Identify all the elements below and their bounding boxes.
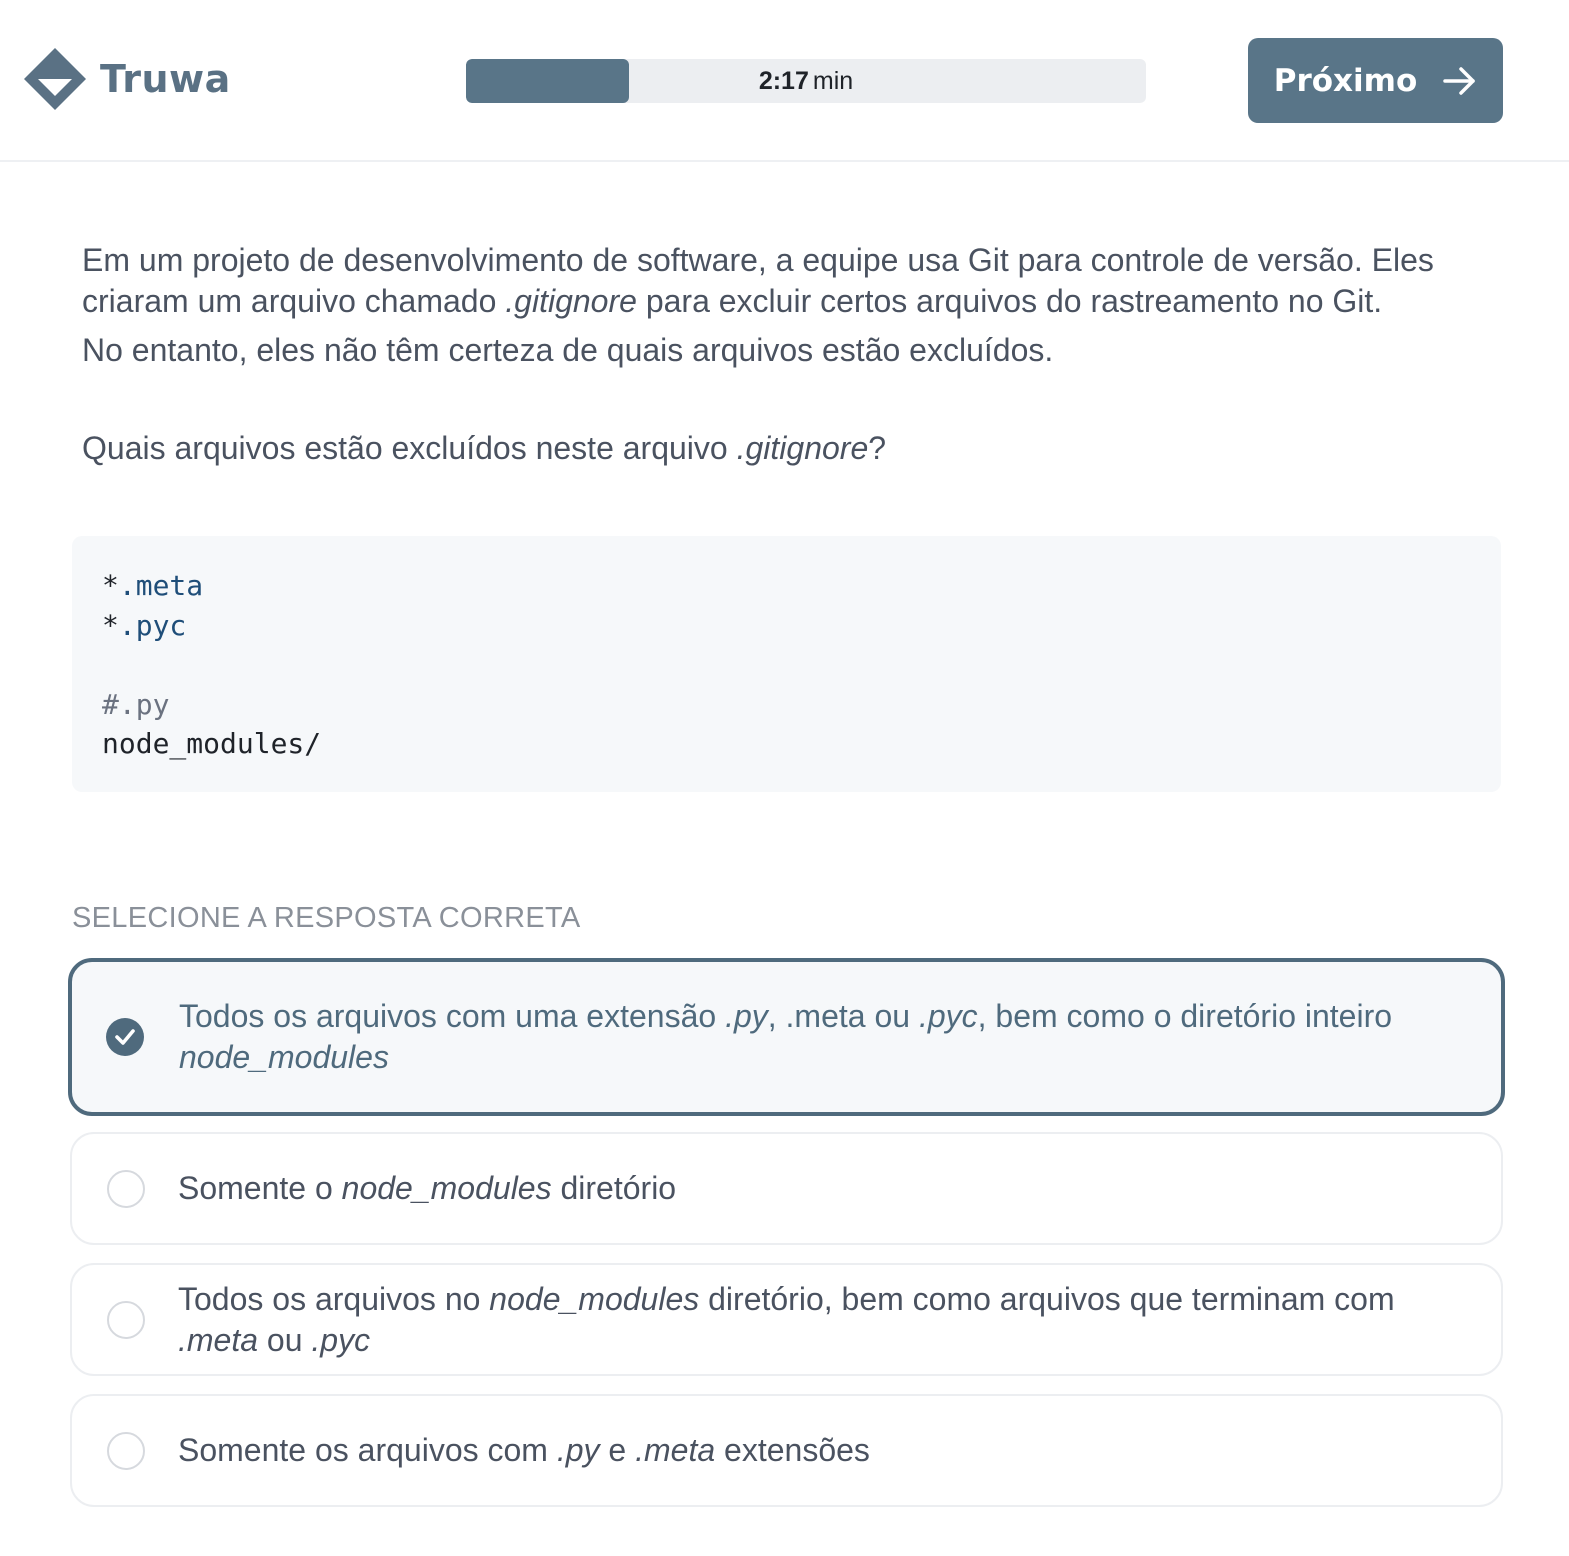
radio-checked-icon[interactable] bbox=[106, 1018, 144, 1056]
text-run: diretório bbox=[551, 1170, 677, 1206]
text-run: , .meta ou bbox=[767, 998, 919, 1034]
text-run: , bem como o diretório inteiro bbox=[977, 998, 1393, 1034]
text-run: para excluir certos arquivos do rastreamento no Git. bbox=[636, 283, 1383, 319]
italic-term: .pyc bbox=[918, 998, 978, 1034]
timer-progress-bar bbox=[466, 59, 1146, 103]
italic-term: node_modules bbox=[489, 1280, 700, 1317]
question-prompt bbox=[82, 428, 1482, 469]
code-line bbox=[102, 645, 1471, 685]
answer-option-2[interactable] bbox=[70, 1132, 1503, 1245]
code-line bbox=[102, 566, 1471, 606]
text-run: diretório, bem como arquivos que terminam com bbox=[699, 1280, 1395, 1317]
text-run: Quais arquivos estão excluídos neste arquivo bbox=[82, 430, 737, 466]
code-line bbox=[102, 606, 1471, 646]
code-text: node_modules/ bbox=[102, 727, 322, 760]
italic-term: .py bbox=[725, 998, 768, 1034]
logo-text: Truwa bbox=[100, 57, 231, 101]
text-run: Somente o bbox=[178, 1170, 342, 1206]
answer-option-text bbox=[178, 1279, 1471, 1361]
code-comment-line bbox=[102, 685, 1471, 725]
italic-term: .pyc bbox=[311, 1321, 371, 1358]
answer-option-text bbox=[179, 996, 1471, 1078]
question-text bbox=[82, 240, 1482, 469]
timer-time: 2:17 bbox=[758, 66, 809, 95]
code-text: .meta bbox=[118, 569, 204, 602]
code-block bbox=[72, 536, 1501, 792]
italic-term: node_modules bbox=[341, 1170, 552, 1206]
answer-option-text bbox=[178, 1430, 1471, 1471]
next-button[interactable] bbox=[1248, 38, 1503, 123]
question-paragraph-2: No entanto, eles não têm certeza de quais arquivos estão excluídos. bbox=[82, 332, 1054, 368]
text-run: Somente os arquivos com bbox=[178, 1432, 557, 1468]
text-run: Todos os arquivos no bbox=[178, 1280, 490, 1317]
text-run: ? bbox=[868, 430, 887, 466]
answer-option-3[interactable] bbox=[70, 1263, 1503, 1376]
next-button-label: Próximo bbox=[1273, 62, 1418, 99]
question-paragraph-1 bbox=[82, 240, 1482, 322]
italic-term: .py bbox=[556, 1432, 600, 1468]
text-run: ou bbox=[258, 1321, 312, 1358]
text-run: Em um projeto de desenvolvimento de software, a equipe usa Git para controle de versão. Eles criaram um arquivo chamado bbox=[82, 242, 1434, 319]
text-run: Todos os arquivos com uma extensão bbox=[179, 998, 726, 1034]
italic-term: .meta bbox=[635, 1432, 716, 1468]
answer-option-1[interactable] bbox=[68, 958, 1505, 1116]
code-text: .pyc bbox=[118, 608, 187, 642]
code-wildcard: * bbox=[102, 569, 119, 602]
code-line bbox=[102, 724, 1471, 764]
logo-diamond-icon bbox=[22, 46, 88, 112]
arrow-right-icon bbox=[1443, 66, 1477, 96]
radio-unchecked-icon[interactable] bbox=[107, 1170, 145, 1208]
answer-option-text bbox=[178, 1168, 1471, 1209]
radio-unchecked-icon[interactable] bbox=[107, 1301, 145, 1339]
text-run: e bbox=[599, 1432, 636, 1468]
code-text: #.py bbox=[102, 687, 170, 721]
radio-unchecked-icon[interactable] bbox=[107, 1432, 145, 1470]
top-bar bbox=[0, 0, 1569, 162]
text-run: extensões bbox=[715, 1432, 870, 1468]
answer-option-4[interactable] bbox=[70, 1394, 1503, 1507]
italic-term: node_modules bbox=[179, 1039, 389, 1075]
timer-label bbox=[466, 59, 1146, 103]
code-wildcard: * bbox=[102, 608, 119, 642]
italic-term: .gitignore bbox=[505, 283, 637, 319]
select-answer-label: SELECIONE A RESPOSTA CORRETA bbox=[72, 902, 581, 934]
logo bbox=[22, 46, 231, 112]
italic-term: .meta bbox=[178, 1321, 259, 1358]
italic-term: .gitignore bbox=[736, 430, 869, 466]
timer-unit: min bbox=[812, 66, 854, 95]
